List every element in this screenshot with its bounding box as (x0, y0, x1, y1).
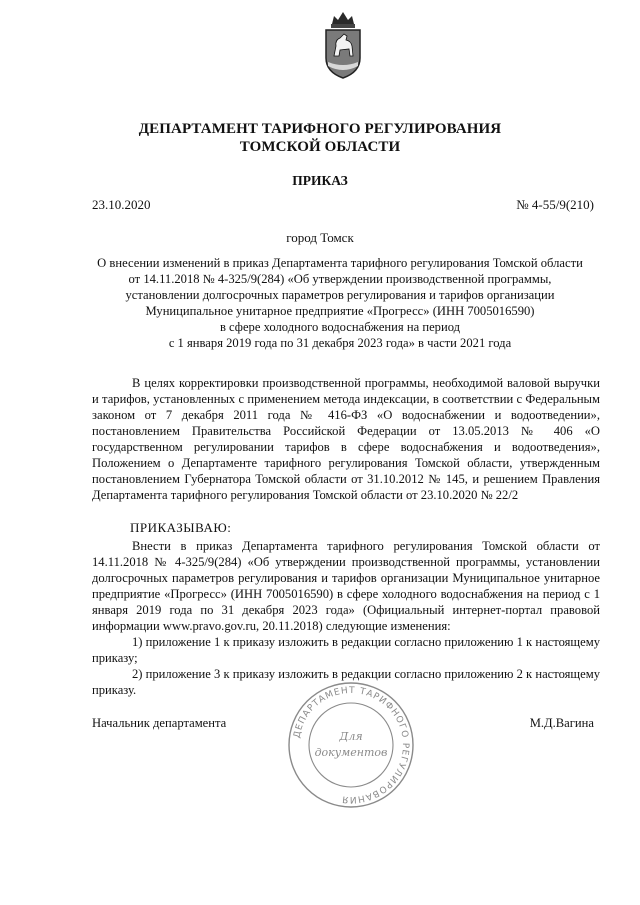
document-city: город Томск (286, 230, 354, 245)
subject-line: с 1 января 2019 года по 31 декабря 2023 года» в части 2021 года (168, 336, 512, 350)
seal-ring-text: ДЕПАРТАМЕНТ ТАРИФНОГО РЕГУЛИРОВАНИЯ (292, 685, 411, 805)
subject-line: О внесении изменений в приказ Департамента тарифного регулирования Томской области (97, 256, 583, 270)
subject-line: от 14.11.2018 № 4-325/9(284) «Об утверждении производственной программы, (128, 272, 552, 286)
signer-position: Начальник департамента (92, 716, 227, 730)
seal-center-line-1: Для (339, 730, 363, 743)
svg-text:ДЕПАРТАМЕНТ ТАРИФНОГО РЕГУЛИРО (292, 686, 410, 804)
subject-line: Муниципальное унитарное предприятие «Прогресс» (ИНН 7005016590) (145, 304, 535, 318)
coat-of-arms-icon (320, 10, 366, 80)
subject-line: установлении долгосрочных параметров регулирования и тарифов организации (125, 288, 555, 302)
department-name (0, 120, 640, 156)
document-type: ПРИКАЗ (292, 173, 348, 188)
document-subject (80, 255, 600, 351)
subject-line: в сфере холодного водоснабжения на период (219, 320, 461, 334)
official-seal-stamp (286, 680, 416, 810)
order-item-2: 2) приложение 3 к приказу изложить в редакции согласно приложению 2 к настоящему приказу. (92, 667, 600, 697)
department-line-1: ДЕПАРТАМЕНТ ТАРИФНОГО РЕГУЛИРОВАНИЯ (138, 121, 502, 137)
order-heading: ПРИКАЗЫВАЮ: (130, 520, 232, 535)
order-body (92, 538, 600, 698)
document-date: 23.10.2020 (92, 197, 151, 212)
document-number: № 4-55/9(210) (516, 197, 594, 212)
order-item-1: 1) приложение 1 к приказу изложить в редакции согласно приложению 1 к настоящему приказу; (92, 635, 600, 665)
seal-center-line-2: документов (314, 746, 388, 759)
signer-name: М.Д.Вагина (529, 716, 594, 730)
preamble-paragraph: В целях корректировки производственной программы, необходимой валовой выручки и тарифов, установленных с применением метода индексации, в соответствии с Федеральным законом от 7 декабря 2011 года № 416-ФЗ «О водоснабжении и водоотведении», постановлением Правительства Российской Федерации от 13.05.2013 № 406 «О государственном регулировании тарифов в сфере водоснабжения и водоотведения», Положением о Департаменте тарифного регулирования Томской области, утвержденным постановлением Губернатора Томской области от 31.10.2012 № 145, и решением Правления Департамента тарифного регулирования Томской области от 23.10.2020 № 22/2 (92, 376, 600, 502)
order-intro-paragraph: Внести в приказ Департамента тарифного регулирования Томской области от 14.11.2018 № 4-325/9(284) «Об утверждении производственной программы, установлении долгосрочных параметров регулирования и тарифов организации Муниципальное унитарное предприятие «Прогресс» (ИНН 7005016590) в сфере холодного водоснабжения на период с 1 января 2019 года по 31 декабря 2023 года» (Официальный интернет-портал правовой информации www.pravo.gov.ru, 20.11.2018) следующие изменения: (92, 539, 600, 633)
department-line-2: ТОМСКОЙ ОБЛАСТИ (239, 139, 401, 155)
